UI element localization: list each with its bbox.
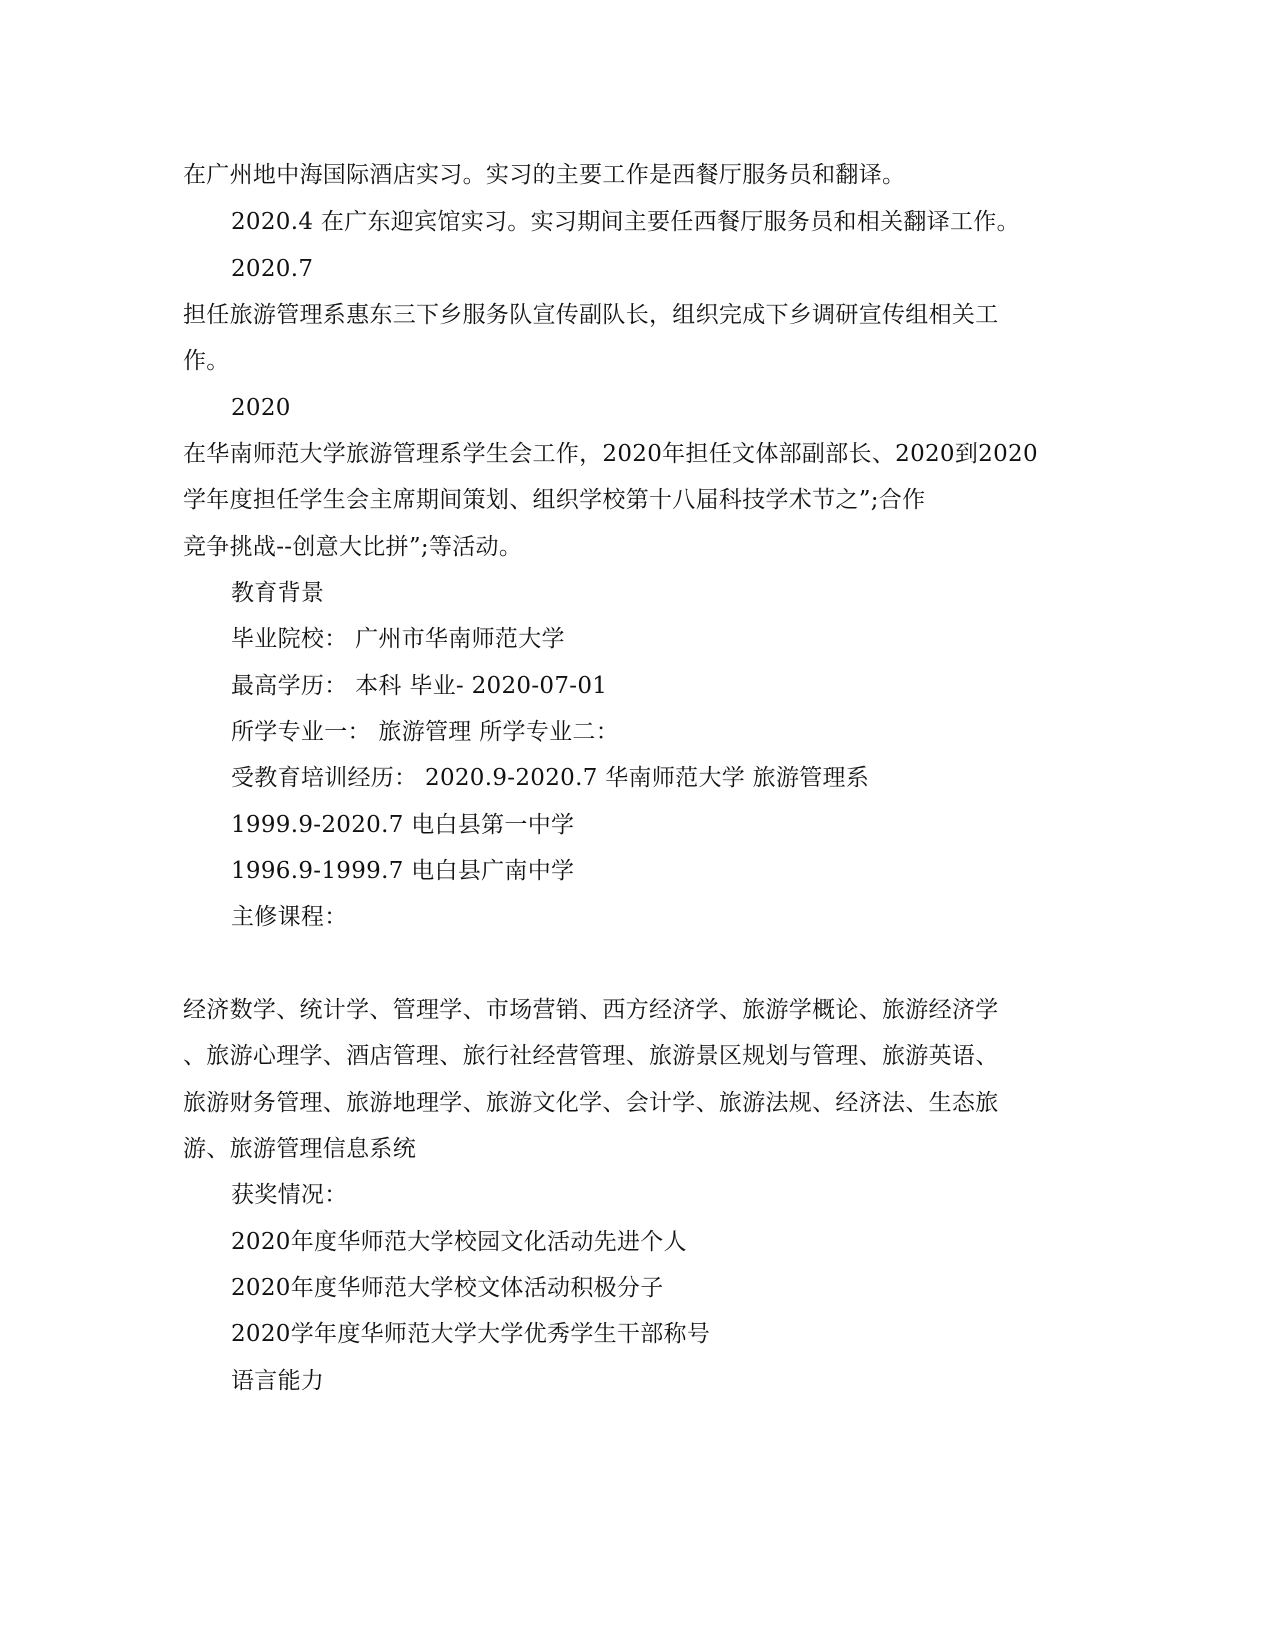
text-line-courses-4: 游、旅游管理信息系统: [183, 1136, 416, 1162]
text-line-courses-3: 旅游财务管理、旅游地理学、旅游文化学、会计学、旅游法规、经济法、生态旅: [183, 1090, 999, 1116]
text-line-high-school: 1999.9-2020.7 电白县第一中学: [231, 812, 575, 838]
text-line-student-union-end: 竞争挑战--创意大比拼”;等活动。: [183, 534, 523, 560]
text-line-highest-degree: 最高学历： 本科 毕业- 2020-07-01: [231, 673, 608, 699]
section-heading-courses: 主修课程：: [231, 904, 348, 930]
text-line-student-union-cont: 学年度担任学生会主席期间策划、组织学校第十八届科技学术节之”;合作: [183, 487, 926, 513]
text-line-majors: 所学专业一： 旅游管理 所学专业二：: [231, 719, 620, 745]
text-line-courses-2: 、旅游心理学、酒店管理、旅行社经营管理、旅游景区规划与管理、旅游英语、: [183, 1043, 999, 1069]
text-line-team-role-cont: 作。: [183, 348, 230, 374]
text-line-date-2020: 2020: [231, 395, 291, 421]
text-line-internship-mediterranean: 在广州地中海国际酒店实习。实习的主要工作是西餐厅服务员和翻译。: [183, 162, 906, 188]
text-line-date-2020-7: 2020.7: [231, 256, 314, 282]
text-line-internship-yingbin: 2020.4 在广东迎宾馆实习。实习期间主要任西餐厅服务员和相关翻译工作。: [231, 209, 1020, 235]
section-heading-education: 教育背景: [231, 580, 325, 606]
text-line-middle-school: 1996.9-1999.7 电白县广南中学: [231, 858, 575, 884]
text-line-graduate-school: 毕业院校： 广州市华南师范大学: [231, 626, 565, 652]
text-line-student-union: 在华南师范大学旅游管理系学生会工作，2020年担任文体部副部长、2020到2020: [183, 441, 1038, 467]
section-heading-language: 语言能力: [231, 1368, 325, 1394]
text-line-award-1: 2020年度华师范大学校园文化活动先进个人: [231, 1229, 687, 1255]
text-line-training-history: 受教育培训经历： 2020.9-2020.7 华南师范大学 旅游管理系: [231, 765, 870, 791]
text-line-award-2: 2020年度华师范大学校文体活动积极分子: [231, 1275, 664, 1301]
text-line-courses-1: 经济数学、统计学、管理学、市场营销、西方经济学、旅游学概论、旅游经济学: [183, 997, 999, 1023]
text-line-team-role: 担任旅游管理系惠东三下乡服务队宣传副队长，组织完成下乡调研宣传组相关工: [183, 302, 999, 328]
section-heading-awards: 获奖情况：: [231, 1182, 348, 1208]
text-line-award-3: 2020学年度华师范大学大学优秀学生干部称号: [231, 1321, 711, 1347]
